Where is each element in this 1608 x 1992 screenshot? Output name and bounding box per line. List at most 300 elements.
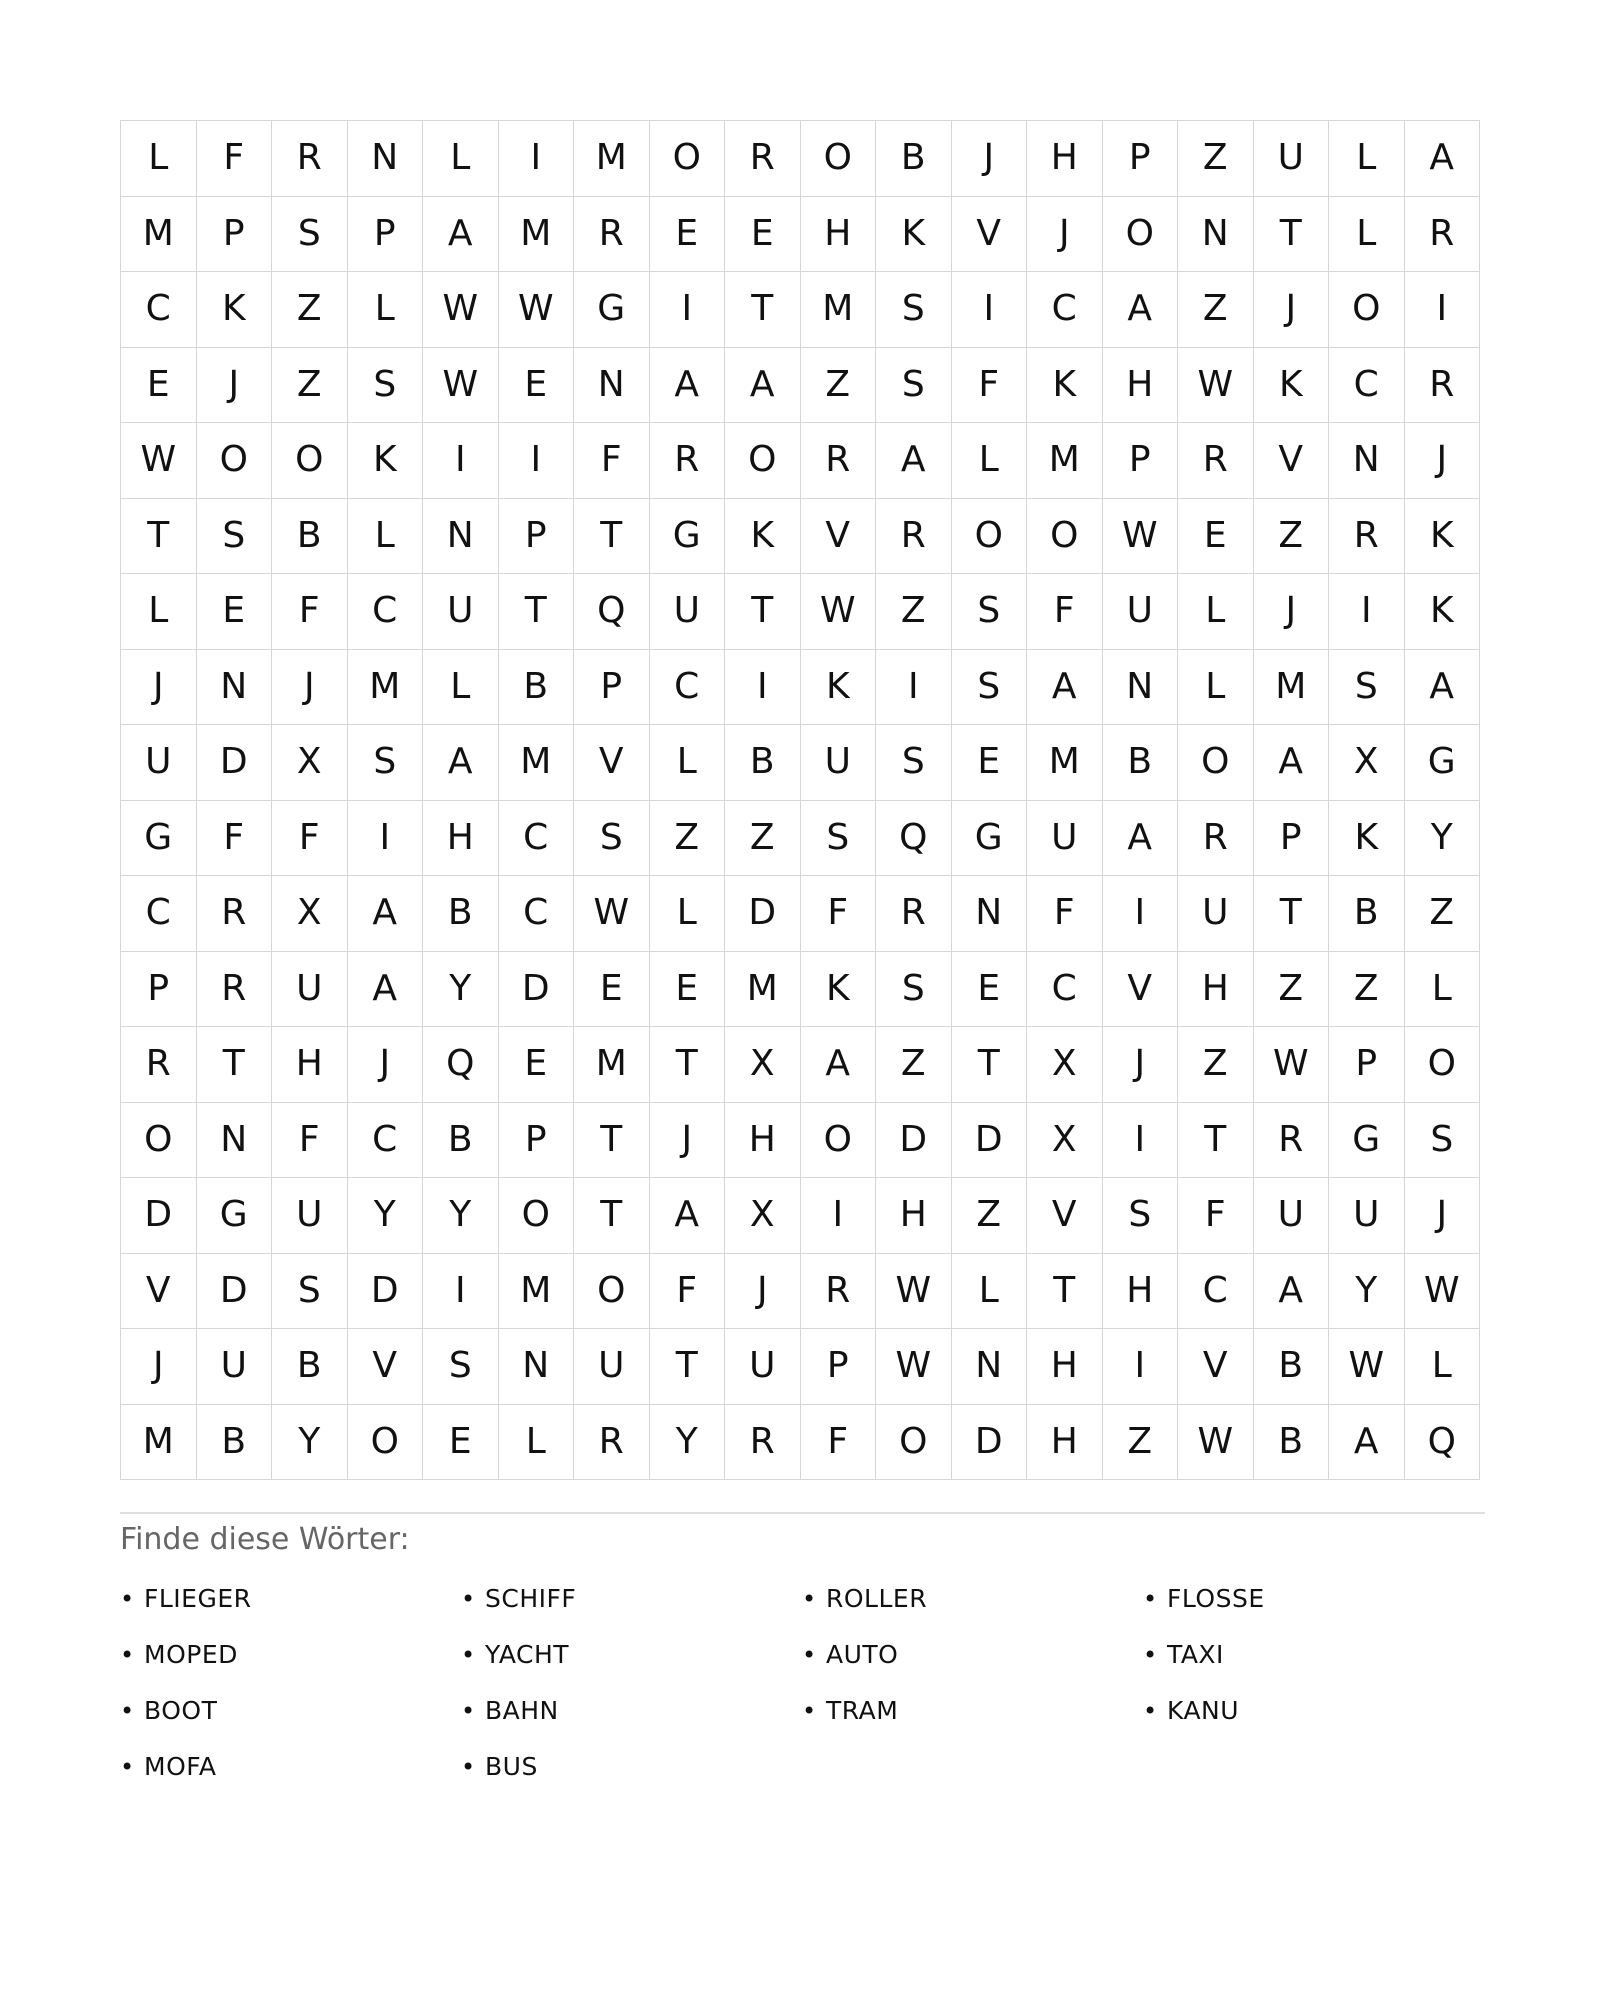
grid-cell[interactable]: R: [800, 1253, 876, 1329]
grid-cell[interactable]: K: [1329, 800, 1405, 876]
grid-cell[interactable]: W: [121, 423, 197, 499]
grid-cell[interactable]: V: [1178, 1329, 1254, 1405]
grid-cell[interactable]: A: [1253, 725, 1329, 801]
grid-cell[interactable]: C: [1329, 347, 1405, 423]
grid-cell[interactable]: J: [725, 1253, 801, 1329]
grid-cell[interactable]: N: [498, 1329, 574, 1405]
grid-cell[interactable]: Z: [1178, 1027, 1254, 1103]
grid-cell[interactable]: A: [1404, 121, 1480, 197]
grid-cell[interactable]: M: [498, 196, 574, 272]
grid-cell[interactable]: J: [1027, 196, 1103, 272]
grid-cell[interactable]: P: [800, 1329, 876, 1405]
grid-cell[interactable]: T: [1253, 196, 1329, 272]
grid-cell[interactable]: D: [876, 1102, 952, 1178]
grid-cell[interactable]: F: [800, 1404, 876, 1480]
grid-cell[interactable]: U: [1178, 876, 1254, 952]
grid-cell[interactable]: R: [1329, 498, 1405, 574]
grid-cell[interactable]: Y: [649, 1404, 725, 1480]
grid-cell[interactable]: W: [876, 1329, 952, 1405]
grid-cell[interactable]: V: [800, 498, 876, 574]
grid-cell[interactable]: Z: [1102, 1404, 1178, 1480]
grid-cell[interactable]: G: [649, 498, 725, 574]
grid-cell[interactable]: K: [800, 951, 876, 1027]
grid-cell[interactable]: L: [423, 121, 499, 197]
grid-cell[interactable]: T: [574, 498, 650, 574]
grid-cell[interactable]: F: [272, 574, 348, 650]
grid-cell[interactable]: Z: [272, 272, 348, 348]
grid-cell[interactable]: Y: [423, 951, 499, 1027]
grid-cell[interactable]: N: [196, 649, 272, 725]
grid-cell[interactable]: P: [196, 196, 272, 272]
grid-cell[interactable]: N: [196, 1102, 272, 1178]
grid-cell[interactable]: P: [347, 196, 423, 272]
grid-cell[interactable]: M: [574, 121, 650, 197]
grid-cell[interactable]: W: [1102, 498, 1178, 574]
grid-cell[interactable]: C: [1027, 951, 1103, 1027]
grid-cell[interactable]: M: [347, 649, 423, 725]
grid-cell[interactable]: Z: [876, 1027, 952, 1103]
grid-cell[interactable]: U: [1253, 1178, 1329, 1254]
grid-cell[interactable]: X: [1329, 725, 1405, 801]
grid-cell[interactable]: L: [1404, 951, 1480, 1027]
grid-cell[interactable]: I: [876, 649, 952, 725]
grid-cell[interactable]: U: [121, 725, 197, 801]
grid-cell[interactable]: W: [423, 272, 499, 348]
grid-cell[interactable]: R: [725, 1404, 801, 1480]
grid-cell[interactable]: S: [1329, 649, 1405, 725]
grid-cell[interactable]: W: [1178, 1404, 1254, 1480]
grid-cell[interactable]: A: [1102, 272, 1178, 348]
grid-cell[interactable]: G: [121, 800, 197, 876]
grid-cell[interactable]: V: [1253, 423, 1329, 499]
grid-cell[interactable]: I: [725, 649, 801, 725]
grid-cell[interactable]: G: [196, 1178, 272, 1254]
grid-cell[interactable]: F: [196, 121, 272, 197]
grid-cell[interactable]: S: [800, 800, 876, 876]
grid-cell[interactable]: L: [1178, 574, 1254, 650]
grid-cell[interactable]: W: [1178, 347, 1254, 423]
grid-cell[interactable]: J: [121, 1329, 197, 1405]
grid-cell[interactable]: M: [121, 1404, 197, 1480]
grid-cell[interactable]: N: [1102, 649, 1178, 725]
grid-cell[interactable]: N: [951, 876, 1027, 952]
grid-cell[interactable]: T: [196, 1027, 272, 1103]
grid-cell[interactable]: R: [272, 121, 348, 197]
grid-cell[interactable]: N: [347, 121, 423, 197]
grid-cell[interactable]: H: [1027, 121, 1103, 197]
grid-cell[interactable]: H: [876, 1178, 952, 1254]
grid-cell[interactable]: L: [423, 649, 499, 725]
grid-cell[interactable]: S: [272, 196, 348, 272]
grid-cell[interactable]: I: [423, 423, 499, 499]
grid-cell[interactable]: W: [1253, 1027, 1329, 1103]
grid-cell[interactable]: K: [1253, 347, 1329, 423]
grid-cell[interactable]: E: [423, 1404, 499, 1480]
grid-cell[interactable]: L: [1329, 196, 1405, 272]
grid-cell[interactable]: D: [196, 725, 272, 801]
grid-cell[interactable]: X: [272, 876, 348, 952]
grid-cell[interactable]: C: [498, 876, 574, 952]
grid-cell[interactable]: S: [1102, 1178, 1178, 1254]
grid-cell[interactable]: I: [951, 272, 1027, 348]
grid-cell[interactable]: F: [951, 347, 1027, 423]
grid-cell[interactable]: M: [121, 196, 197, 272]
grid-cell[interactable]: W: [1329, 1329, 1405, 1405]
grid-cell[interactable]: F: [196, 800, 272, 876]
grid-cell[interactable]: R: [574, 1404, 650, 1480]
grid-cell[interactable]: J: [1404, 1178, 1480, 1254]
grid-cell[interactable]: T: [725, 574, 801, 650]
grid-cell[interactable]: A: [1329, 1404, 1405, 1480]
grid-cell[interactable]: W: [876, 1253, 952, 1329]
grid-cell[interactable]: S: [951, 649, 1027, 725]
grid-cell[interactable]: Q: [876, 800, 952, 876]
grid-cell[interactable]: N: [951, 1329, 1027, 1405]
grid-cell[interactable]: U: [574, 1329, 650, 1405]
grid-cell[interactable]: Y: [1329, 1253, 1405, 1329]
grid-cell[interactable]: A: [423, 196, 499, 272]
grid-cell[interactable]: F: [1027, 876, 1103, 952]
grid-cell[interactable]: A: [1102, 800, 1178, 876]
grid-cell[interactable]: Z: [1178, 121, 1254, 197]
grid-cell[interactable]: Y: [272, 1404, 348, 1480]
grid-cell[interactable]: D: [951, 1404, 1027, 1480]
grid-cell[interactable]: Z: [649, 800, 725, 876]
grid-cell[interactable]: I: [347, 800, 423, 876]
grid-cell[interactable]: O: [121, 1102, 197, 1178]
grid-cell[interactable]: H: [1102, 1253, 1178, 1329]
grid-cell[interactable]: D: [347, 1253, 423, 1329]
grid-cell[interactable]: M: [1253, 649, 1329, 725]
grid-cell[interactable]: Z: [1329, 951, 1405, 1027]
grid-cell[interactable]: R: [876, 876, 952, 952]
grid-cell[interactable]: S: [1404, 1102, 1480, 1178]
grid-cell[interactable]: M: [1027, 725, 1103, 801]
grid-cell[interactable]: C: [649, 649, 725, 725]
grid-cell[interactable]: N: [1178, 196, 1254, 272]
grid-cell[interactable]: R: [649, 423, 725, 499]
grid-cell[interactable]: I: [1404, 272, 1480, 348]
grid-cell[interactable]: Z: [876, 574, 952, 650]
grid-cell[interactable]: T: [951, 1027, 1027, 1103]
grid-cell[interactable]: L: [1178, 649, 1254, 725]
grid-cell[interactable]: E: [649, 951, 725, 1027]
grid-cell[interactable]: U: [649, 574, 725, 650]
grid-cell[interactable]: B: [1102, 725, 1178, 801]
grid-cell[interactable]: V: [1102, 951, 1178, 1027]
grid-cell[interactable]: V: [574, 725, 650, 801]
grid-cell[interactable]: A: [649, 1178, 725, 1254]
grid-cell[interactable]: L: [951, 423, 1027, 499]
grid-cell[interactable]: K: [1027, 347, 1103, 423]
grid-cell[interactable]: B: [498, 649, 574, 725]
grid-cell[interactable]: T: [1178, 1102, 1254, 1178]
grid-cell[interactable]: A: [347, 951, 423, 1027]
grid-cell[interactable]: T: [574, 1102, 650, 1178]
grid-cell[interactable]: A: [1027, 649, 1103, 725]
grid-cell[interactable]: O: [1329, 272, 1405, 348]
grid-cell[interactable]: X: [725, 1027, 801, 1103]
grid-cell[interactable]: B: [876, 121, 952, 197]
grid-cell[interactable]: J: [121, 649, 197, 725]
grid-cell[interactable]: F: [1178, 1178, 1254, 1254]
grid-cell[interactable]: O: [272, 423, 348, 499]
grid-cell[interactable]: G: [1329, 1102, 1405, 1178]
grid-cell[interactable]: I: [649, 272, 725, 348]
grid-cell[interactable]: S: [951, 574, 1027, 650]
grid-cell[interactable]: S: [347, 725, 423, 801]
grid-cell[interactable]: I: [1329, 574, 1405, 650]
grid-cell[interactable]: I: [1102, 1329, 1178, 1405]
grid-cell[interactable]: T: [1253, 876, 1329, 952]
grid-cell[interactable]: G: [951, 800, 1027, 876]
grid-cell[interactable]: L: [1329, 121, 1405, 197]
grid-cell[interactable]: R: [1178, 800, 1254, 876]
grid-cell[interactable]: R: [574, 196, 650, 272]
grid-cell[interactable]: N: [574, 347, 650, 423]
grid-cell[interactable]: P: [1102, 423, 1178, 499]
grid-cell[interactable]: Z: [272, 347, 348, 423]
grid-cell[interactable]: J: [196, 347, 272, 423]
grid-cell[interactable]: J: [347, 1027, 423, 1103]
grid-cell[interactable]: C: [121, 876, 197, 952]
grid-cell[interactable]: E: [498, 347, 574, 423]
grid-cell[interactable]: H: [423, 800, 499, 876]
grid-cell[interactable]: K: [876, 196, 952, 272]
grid-cell[interactable]: Z: [1404, 876, 1480, 952]
grid-cell[interactable]: I: [1102, 1102, 1178, 1178]
grid-cell[interactable]: L: [121, 121, 197, 197]
grid-cell[interactable]: O: [1178, 725, 1254, 801]
grid-cell[interactable]: P: [498, 1102, 574, 1178]
grid-cell[interactable]: S: [196, 498, 272, 574]
grid-cell[interactable]: P: [574, 649, 650, 725]
grid-cell[interactable]: A: [1404, 649, 1480, 725]
grid-cell[interactable]: J: [1253, 272, 1329, 348]
grid-cell[interactable]: W: [498, 272, 574, 348]
grid-cell[interactable]: P: [1253, 800, 1329, 876]
grid-cell[interactable]: U: [1253, 121, 1329, 197]
grid-cell[interactable]: K: [196, 272, 272, 348]
grid-cell[interactable]: S: [876, 347, 952, 423]
grid-cell[interactable]: B: [725, 725, 801, 801]
grid-cell[interactable]: M: [725, 951, 801, 1027]
grid-cell[interactable]: S: [423, 1329, 499, 1405]
grid-cell[interactable]: U: [272, 1178, 348, 1254]
grid-cell[interactable]: R: [1404, 196, 1480, 272]
grid-cell[interactable]: T: [725, 272, 801, 348]
grid-cell[interactable]: V: [347, 1329, 423, 1405]
grid-cell[interactable]: W: [800, 574, 876, 650]
grid-cell[interactable]: O: [574, 1253, 650, 1329]
grid-cell[interactable]: W: [1404, 1253, 1480, 1329]
grid-cell[interactable]: M: [1027, 423, 1103, 499]
grid-cell[interactable]: S: [347, 347, 423, 423]
grid-cell[interactable]: C: [121, 272, 197, 348]
grid-cell[interactable]: F: [272, 1102, 348, 1178]
grid-cell[interactable]: P: [1329, 1027, 1405, 1103]
grid-cell[interactable]: A: [725, 347, 801, 423]
grid-cell[interactable]: X: [272, 725, 348, 801]
grid-cell[interactable]: Q: [574, 574, 650, 650]
grid-cell[interactable]: E: [196, 574, 272, 650]
grid-cell[interactable]: K: [725, 498, 801, 574]
grid-cell[interactable]: O: [800, 121, 876, 197]
grid-cell[interactable]: H: [1027, 1329, 1103, 1405]
grid-cell[interactable]: P: [121, 951, 197, 1027]
grid-cell[interactable]: Z: [1178, 272, 1254, 348]
grid-cell[interactable]: B: [423, 876, 499, 952]
grid-cell[interactable]: S: [574, 800, 650, 876]
grid-cell[interactable]: J: [951, 121, 1027, 197]
grid-cell[interactable]: X: [725, 1178, 801, 1254]
grid-cell[interactable]: F: [1027, 574, 1103, 650]
grid-cell[interactable]: V: [951, 196, 1027, 272]
grid-cell[interactable]: Y: [1404, 800, 1480, 876]
grid-cell[interactable]: J: [1253, 574, 1329, 650]
grid-cell[interactable]: A: [876, 423, 952, 499]
grid-cell[interactable]: K: [347, 423, 423, 499]
grid-cell[interactable]: Z: [1253, 498, 1329, 574]
grid-cell[interactable]: B: [272, 498, 348, 574]
grid-cell[interactable]: W: [423, 347, 499, 423]
grid-cell[interactable]: D: [951, 1102, 1027, 1178]
grid-cell[interactable]: O: [951, 498, 1027, 574]
grid-cell[interactable]: J: [649, 1102, 725, 1178]
grid-cell[interactable]: K: [1404, 574, 1480, 650]
grid-cell[interactable]: Y: [347, 1178, 423, 1254]
grid-cell[interactable]: R: [1253, 1102, 1329, 1178]
grid-cell[interactable]: M: [574, 1027, 650, 1103]
grid-cell[interactable]: F: [800, 876, 876, 952]
grid-cell[interactable]: A: [800, 1027, 876, 1103]
grid-cell[interactable]: K: [1404, 498, 1480, 574]
grid-cell[interactable]: E: [498, 1027, 574, 1103]
grid-cell[interactable]: G: [1404, 725, 1480, 801]
grid-cell[interactable]: B: [1253, 1404, 1329, 1480]
grid-cell[interactable]: J: [272, 649, 348, 725]
grid-cell[interactable]: N: [1329, 423, 1405, 499]
grid-cell[interactable]: R: [800, 423, 876, 499]
grid-cell[interactable]: R: [196, 951, 272, 1027]
grid-cell[interactable]: O: [196, 423, 272, 499]
grid-cell[interactable]: A: [649, 347, 725, 423]
grid-cell[interactable]: O: [1102, 196, 1178, 272]
grid-cell[interactable]: S: [272, 1253, 348, 1329]
grid-cell[interactable]: D: [196, 1253, 272, 1329]
grid-cell[interactable]: I: [1102, 876, 1178, 952]
grid-cell[interactable]: Y: [423, 1178, 499, 1254]
grid-cell[interactable]: Q: [423, 1027, 499, 1103]
grid-cell[interactable]: E: [951, 725, 1027, 801]
grid-cell[interactable]: Z: [800, 347, 876, 423]
grid-cell[interactable]: W: [574, 876, 650, 952]
grid-cell[interactable]: R: [1178, 423, 1254, 499]
grid-cell[interactable]: Z: [951, 1178, 1027, 1254]
grid-cell[interactable]: E: [951, 951, 1027, 1027]
grid-cell[interactable]: Q: [1404, 1404, 1480, 1480]
grid-cell[interactable]: O: [876, 1404, 952, 1480]
grid-cell[interactable]: J: [1102, 1027, 1178, 1103]
grid-cell[interactable]: F: [574, 423, 650, 499]
grid-cell[interactable]: U: [196, 1329, 272, 1405]
grid-cell[interactable]: E: [121, 347, 197, 423]
grid-cell[interactable]: L: [121, 574, 197, 650]
grid-cell[interactable]: L: [347, 272, 423, 348]
grid-cell[interactable]: A: [347, 876, 423, 952]
grid-cell[interactable]: H: [1102, 347, 1178, 423]
grid-cell[interactable]: L: [649, 876, 725, 952]
grid-cell[interactable]: H: [272, 1027, 348, 1103]
grid-cell[interactable]: G: [574, 272, 650, 348]
grid-cell[interactable]: U: [800, 725, 876, 801]
grid-cell[interactable]: M: [800, 272, 876, 348]
grid-cell[interactable]: T: [1027, 1253, 1103, 1329]
grid-cell[interactable]: B: [196, 1404, 272, 1480]
grid-cell[interactable]: E: [725, 196, 801, 272]
grid-cell[interactable]: A: [1253, 1253, 1329, 1329]
grid-cell[interactable]: F: [272, 800, 348, 876]
grid-cell[interactable]: I: [498, 121, 574, 197]
grid-cell[interactable]: B: [1253, 1329, 1329, 1405]
grid-cell[interactable]: V: [1027, 1178, 1103, 1254]
grid-cell[interactable]: S: [876, 272, 952, 348]
grid-cell[interactable]: B: [1329, 876, 1405, 952]
grid-cell[interactable]: E: [574, 951, 650, 1027]
grid-cell[interactable]: H: [800, 196, 876, 272]
grid-cell[interactable]: H: [1178, 951, 1254, 1027]
grid-cell[interactable]: R: [121, 1027, 197, 1103]
grid-cell[interactable]: E: [649, 196, 725, 272]
grid-cell[interactable]: O: [1027, 498, 1103, 574]
grid-cell[interactable]: D: [121, 1178, 197, 1254]
grid-cell[interactable]: S: [876, 725, 952, 801]
grid-cell[interactable]: T: [649, 1329, 725, 1405]
grid-cell[interactable]: D: [725, 876, 801, 952]
grid-cell[interactable]: L: [347, 498, 423, 574]
grid-cell[interactable]: O: [498, 1178, 574, 1254]
grid-cell[interactable]: P: [1102, 121, 1178, 197]
grid-cell[interactable]: J: [1404, 423, 1480, 499]
grid-cell[interactable]: Z: [725, 800, 801, 876]
grid-cell[interactable]: R: [876, 498, 952, 574]
grid-cell[interactable]: B: [423, 1102, 499, 1178]
grid-cell[interactable]: F: [649, 1253, 725, 1329]
grid-cell[interactable]: O: [1404, 1027, 1480, 1103]
grid-cell[interactable]: T: [574, 1178, 650, 1254]
grid-cell[interactable]: R: [1404, 347, 1480, 423]
grid-cell[interactable]: V: [121, 1253, 197, 1329]
grid-cell[interactable]: X: [1027, 1027, 1103, 1103]
grid-cell[interactable]: I: [800, 1178, 876, 1254]
grid-cell[interactable]: L: [1404, 1329, 1480, 1405]
grid-cell[interactable]: N: [423, 498, 499, 574]
grid-cell[interactable]: S: [876, 951, 952, 1027]
grid-cell[interactable]: Z: [1253, 951, 1329, 1027]
grid-cell[interactable]: M: [498, 1253, 574, 1329]
grid-cell[interactable]: L: [951, 1253, 1027, 1329]
grid-cell[interactable]: R: [196, 876, 272, 952]
grid-cell[interactable]: O: [725, 423, 801, 499]
grid-cell[interactable]: L: [649, 725, 725, 801]
grid-cell[interactable]: O: [347, 1404, 423, 1480]
grid-cell[interactable]: C: [1027, 272, 1103, 348]
grid-cell[interactable]: R: [725, 121, 801, 197]
grid-cell[interactable]: U: [272, 951, 348, 1027]
grid-cell[interactable]: T: [498, 574, 574, 650]
grid-cell[interactable]: I: [498, 423, 574, 499]
grid-cell[interactable]: C: [347, 1102, 423, 1178]
